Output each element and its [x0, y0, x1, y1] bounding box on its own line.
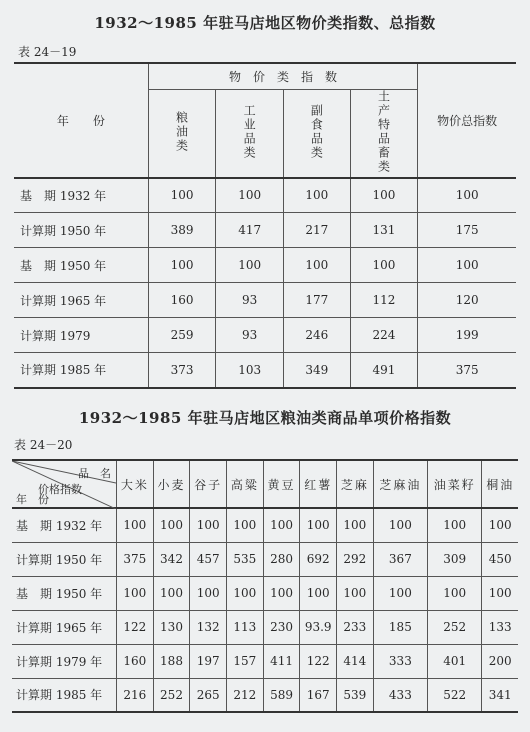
table-cell: 539 — [337, 678, 374, 712]
row-label: 计算期 1950 年 — [12, 542, 117, 576]
column-header: 高粱 — [227, 460, 264, 508]
table-cell: 259 — [148, 318, 216, 353]
table-cell: 157 — [227, 644, 264, 678]
column-header: 芝麻 — [337, 460, 374, 508]
table-cell: 100 — [216, 178, 284, 213]
table-cell: 93.9 — [300, 610, 337, 644]
table-cell: 185 — [373, 610, 427, 644]
row-label: 计算期 1985 年 — [12, 678, 117, 712]
column-header: 小麦 — [153, 460, 190, 508]
table-cell: 375 — [418, 353, 516, 388]
category-header — [148, 89, 216, 178]
column-header: 大米 — [117, 460, 154, 508]
category-label: 粮油类 — [174, 110, 189, 153]
column-header: 红薯 — [300, 460, 337, 508]
table-cell: 414 — [337, 644, 374, 678]
table-cell: 100 — [117, 508, 154, 542]
table-cell: 233 — [337, 610, 374, 644]
table-cell: 100 — [283, 178, 350, 213]
table-cell: 100 — [216, 248, 284, 283]
row-label: 计算期 1979 — [14, 318, 148, 353]
table-row — [12, 576, 518, 610]
column-header: 芝麻油 — [373, 460, 427, 508]
table-cell: 112 — [350, 283, 418, 318]
table-cell: 100 — [148, 248, 216, 283]
table-cell: 535 — [227, 542, 264, 576]
table-cell: 367 — [373, 542, 427, 576]
table-cell: 100 — [337, 576, 374, 610]
table-row — [12, 542, 518, 576]
row-label: 计算期 1965 年 — [12, 610, 117, 644]
table-cell: 160 — [148, 283, 216, 318]
table-cell: 100 — [190, 508, 227, 542]
table-cell: 100 — [263, 508, 300, 542]
table-row — [14, 248, 516, 283]
table-row — [14, 318, 516, 353]
table-cell: 212 — [227, 678, 264, 712]
table-cell: 265 — [190, 678, 227, 712]
table-cell: 100 — [428, 508, 482, 542]
column-header: 油菜籽 — [428, 460, 482, 508]
table-cell: 341 — [482, 678, 518, 712]
year-header-cell — [14, 63, 148, 178]
table-cell: 246 — [283, 318, 350, 353]
table-row — [12, 610, 518, 644]
table-cell: 401 — [428, 644, 482, 678]
table-cell: 100 — [148, 178, 216, 213]
column-header: 黄豆 — [263, 460, 300, 508]
row-label: 计算期 1979 年 — [12, 644, 117, 678]
table-cell: 100 — [227, 576, 264, 610]
table-cell: 93 — [216, 283, 284, 318]
row-label: 基 期 1932 年 — [14, 178, 148, 213]
table-cell: 100 — [117, 576, 154, 610]
row-label: 基 期 1932 年 — [12, 508, 117, 542]
table-row — [14, 283, 516, 318]
table-cell: 100 — [350, 248, 418, 283]
table-cell: 342 — [153, 542, 190, 576]
table-cell: 132 — [190, 610, 227, 644]
table-cell: 349 — [283, 353, 350, 388]
table-cell: 130 — [153, 610, 190, 644]
table-cell: 100 — [227, 508, 264, 542]
table1-number: 表 24－19 — [18, 45, 77, 59]
table-cell: 100 — [263, 576, 300, 610]
table-row — [14, 353, 516, 388]
table-cell: 224 — [350, 318, 418, 353]
table-cell: 389 — [148, 213, 216, 248]
table-cell: 375 — [117, 542, 154, 576]
table-cell: 100 — [482, 508, 518, 542]
row-label: 计算期 1950 年 — [14, 213, 148, 248]
table-cell: 131 — [350, 213, 418, 248]
table-cell: 100 — [153, 508, 190, 542]
table2-title: 1932～1985 年驻马店地区粮油类商品单项价格指数 — [78, 409, 452, 427]
category-label: 副食品类 — [309, 103, 324, 160]
table-cell: 199 — [418, 318, 516, 353]
table-cell: 292 — [337, 542, 374, 576]
price-class-index-table — [14, 62, 516, 389]
table-cell: 177 — [283, 283, 350, 318]
table-cell: 100 — [283, 248, 350, 283]
table-cell: 433 — [373, 678, 427, 712]
table-cell: 100 — [418, 248, 516, 283]
table-cell: 100 — [373, 508, 427, 542]
table-cell: 200 — [482, 644, 518, 678]
table-cell: 188 — [153, 644, 190, 678]
corner-year-label: 年 份 — [16, 493, 49, 506]
category-header — [350, 89, 418, 178]
table1-title: 1932～1985 年驻马店地区物价类指数、总指数 — [94, 14, 436, 32]
column-header: 谷子 — [190, 460, 227, 508]
category-header — [216, 89, 284, 178]
corner-item-label: 品 名 — [78, 467, 111, 480]
table-cell: 100 — [300, 508, 337, 542]
corner-header — [12, 460, 117, 508]
category-header — [283, 89, 350, 178]
table-cell: 589 — [263, 678, 300, 712]
table2-number: 表 24－20 — [14, 438, 73, 452]
table-cell: 100 — [153, 576, 190, 610]
table-cell: 309 — [428, 542, 482, 576]
category-label: 工业品类 — [242, 103, 257, 160]
table-cell: 103 — [216, 353, 284, 388]
table-cell: 100 — [418, 178, 516, 213]
table-cell: 411 — [263, 644, 300, 678]
table-cell: 450 — [482, 542, 518, 576]
table-cell: 100 — [190, 576, 227, 610]
table-cell: 122 — [300, 644, 337, 678]
table-cell: 133 — [482, 610, 518, 644]
table-cell: 333 — [373, 644, 427, 678]
total-header-cell — [418, 63, 516, 178]
table-row — [12, 644, 518, 678]
table-row — [14, 178, 516, 213]
column-header: 桐油 — [482, 460, 518, 508]
table-cell: 100 — [300, 576, 337, 610]
table-row — [12, 508, 518, 542]
table-row — [14, 213, 516, 248]
table-cell: 491 — [350, 353, 418, 388]
table-cell: 167 — [300, 678, 337, 712]
corner-index-label: 价格指数 — [38, 483, 82, 496]
row-label: 计算期 1985 年 — [14, 353, 148, 388]
year-header: 年 份 — [56, 113, 105, 128]
table-cell: 216 — [117, 678, 154, 712]
table-cell: 522 — [428, 678, 482, 712]
table-cell: 120 — [418, 283, 516, 318]
table-cell: 100 — [337, 508, 374, 542]
table-cell: 93 — [216, 318, 284, 353]
table-cell: 373 — [148, 353, 216, 388]
grain-oil-price-index-table — [12, 459, 518, 713]
table-cell: 100 — [350, 178, 418, 213]
total-header: 物价总指数 — [437, 113, 498, 128]
table-cell: 113 — [227, 610, 264, 644]
row-label: 基 期 1950 年 — [12, 576, 117, 610]
row-label: 计算期 1965 年 — [14, 283, 148, 318]
row-label: 基 期 1950 年 — [14, 248, 148, 283]
table-cell: 100 — [373, 576, 427, 610]
table-cell: 280 — [263, 542, 300, 576]
table-cell: 252 — [153, 678, 190, 712]
table-cell: 417 — [216, 213, 284, 248]
table-cell: 100 — [482, 576, 518, 610]
table-cell: 692 — [300, 542, 337, 576]
table-cell: 175 — [418, 213, 516, 248]
table-cell: 197 — [190, 644, 227, 678]
table-row — [12, 678, 518, 712]
table-cell: 160 — [117, 644, 154, 678]
table-cell: 252 — [428, 610, 482, 644]
table-cell: 122 — [117, 610, 154, 644]
table-cell: 457 — [190, 542, 227, 576]
category-label: 土产特品畜类 — [376, 89, 391, 174]
group-header-cell — [148, 63, 418, 89]
table-cell: 217 — [283, 213, 350, 248]
group-header: 物 价 类 指 数 — [228, 69, 337, 84]
table-cell: 230 — [263, 610, 300, 644]
table-cell: 100 — [428, 576, 482, 610]
